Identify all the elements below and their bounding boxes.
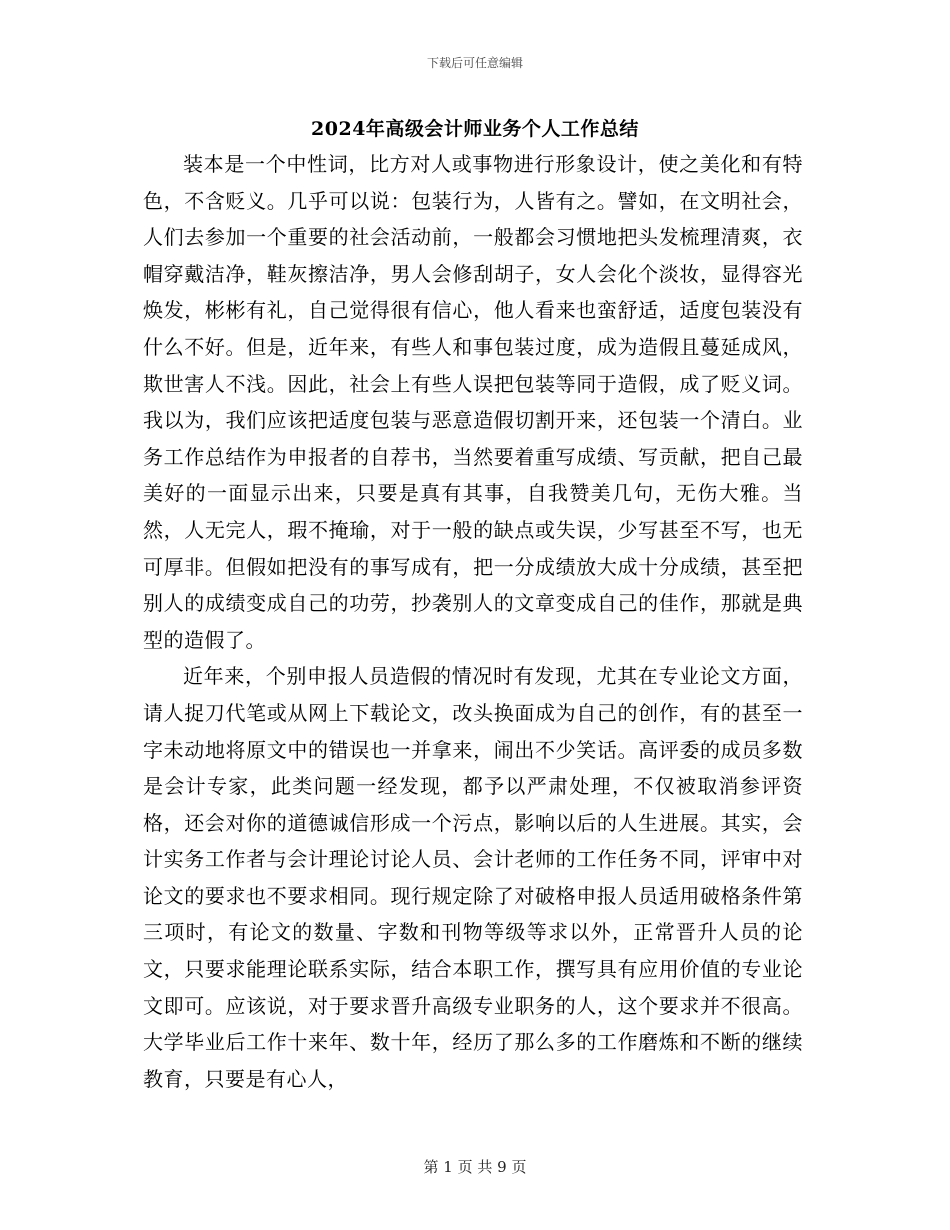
body-paragraph: 近年来，个别申报人员造假的情况时有发现，尤其在专业论文方面，请人捉刀代笔或从网上下载论文，改头换面成为自己的创作，有的甚至一字未动地将原文中的错误也一并拿来，闹出不少笑话。高评委的成员多数是会计专家，此类问题一经发现，都予以严肃处理，不仅被取消参评资格，还会对你的道德诚信形成一个污点，影响以后的人生进展。其实，会计实务工作者与会计理论讨论人员、会计老师的工作任务不同，评审中对论文的要求也不要求相同。现行规定除了对破格申报人员适用破格条件第三项时，有论文的数量、字数和刊物等级等求以外，正常晋升人员的论文，只要求能理论联系实际，结合本职工作，撰写具有应用价值的专业论文即可。应该说，对于要求晋升高级专业职务的人，这个要求并不很高。大学毕业后工作十来年、数十年，经历了那么多的工作磨炼和不断的继续教育，只要是有心人， bbox=[143, 664, 803, 1091]
page-number: 第 1 页 共 9 页 bbox=[423, 1158, 527, 1176]
document-body bbox=[143, 146, 803, 1097]
document-title: 2024年高级会计师业务个人工作总结 bbox=[311, 118, 639, 140]
header-note: 下载后可任意编辑 bbox=[426, 56, 523, 70]
body-paragraph: 装本是一个中性词，比方对人或事物进行形象设计，使之美化和有特色，不含贬义。几乎可以说：包装行为，人皆有之。譬如，在文明社会，人们去参加一个重要的社会活动前，一般都会习惯地把头发梳理清爽，衣帽穿戴洁净，鞋灰擦洁净，男人会修刮胡子，女人会化个淡妆，显得容光焕发，彬彬有礼，自己觉得很有信心，他人看来也蛮舒适，适度包装没有什么不好。但是，近年来，有些人和事包装过度，成为造假且蔓延成风，欺世害人不浅。因此，社会上有些人误把包装等同于造假，成了贬义词。我以为，我们应该把适度包装与恶意造假切割开来，还包装一个清白。业务工作总结作为申报者的自荐书，当然要着重写成绩、写贡献，把自己最美好的一面显示出来，只要是真有其事，自我赞美几句，无伤大雅。当然，人无完人，瑕不掩瑜，对于一般的缺点或失误，少写甚至不写，也无可厚非。但假如把没有的事写成有，把一分成绩放大成十分成绩，甚至把别人的成绩变成自己的功劳，抄袭别人的文章变成自己的佳作，那就是典型的造假了。 bbox=[143, 152, 803, 652]
